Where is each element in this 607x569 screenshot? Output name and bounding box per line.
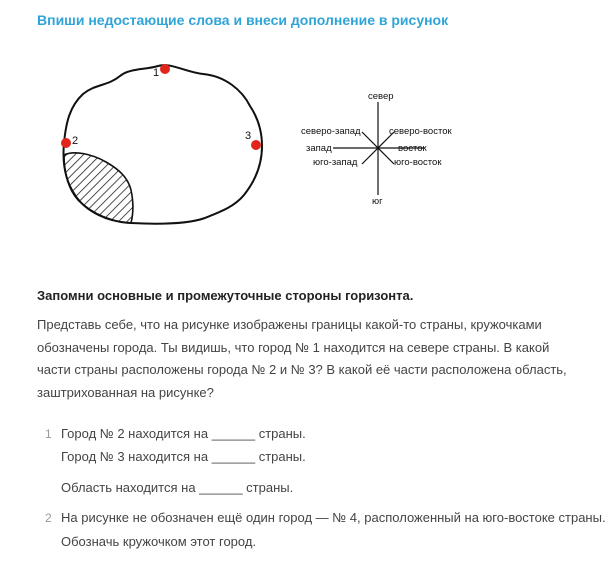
compass-north: север <box>368 91 394 102</box>
compass-southeast: юго-восток <box>394 157 442 168</box>
section-heading: Запомни основные и промежуточные стороны горизонта. <box>37 288 414 303</box>
instruction-paragraph: Представь себе, что на рисунке изображены границы какой-то страны, кружочками обозначены города. Ты видишь, что город № 1 находится на севере страны. В какой части страны расположены города № 2 и № 3? В какой её части расположена область, заштрихованная на рисунке? <box>37 317 567 400</box>
city-3-label: 3 <box>245 130 252 142</box>
hatched-region <box>64 153 133 223</box>
task-2-line-1: На рисунке не обозначен ещё один город — № 4, расположенный на юго-востоке страны. <box>61 510 606 525</box>
compass-northwest: северо-запад <box>301 126 361 137</box>
compass-west: запад <box>306 143 332 154</box>
task-1-number: 1 <box>45 427 52 441</box>
task-1-line-3: Область находится на ______ страны. <box>61 480 294 495</box>
task-2-number: 2 <box>45 511 52 525</box>
task-1-line-1: Город № 2 находится на ______ страны. <box>61 426 306 441</box>
compass-southwest: юго-запад <box>313 157 358 168</box>
compass-rose <box>290 85 470 210</box>
task-1-line-2: Город № 3 находится на ______ страны. <box>61 449 306 464</box>
city-2-marker <box>61 138 71 148</box>
city-1-label: 1 <box>153 67 160 79</box>
compass-northeast: северо-восток <box>389 126 452 137</box>
compass-east: восток <box>398 143 427 154</box>
task-2-line-2: Обозначь кружочком этот город. <box>61 534 257 549</box>
city-2-label: 2 <box>72 135 79 147</box>
country-map <box>0 50 285 240</box>
city-3-marker <box>251 140 261 150</box>
city-1-marker <box>160 64 170 74</box>
task-title: Впиши недостающие слова и внеси дополнение в рисунок <box>37 12 449 28</box>
compass-south: юг <box>372 196 383 207</box>
